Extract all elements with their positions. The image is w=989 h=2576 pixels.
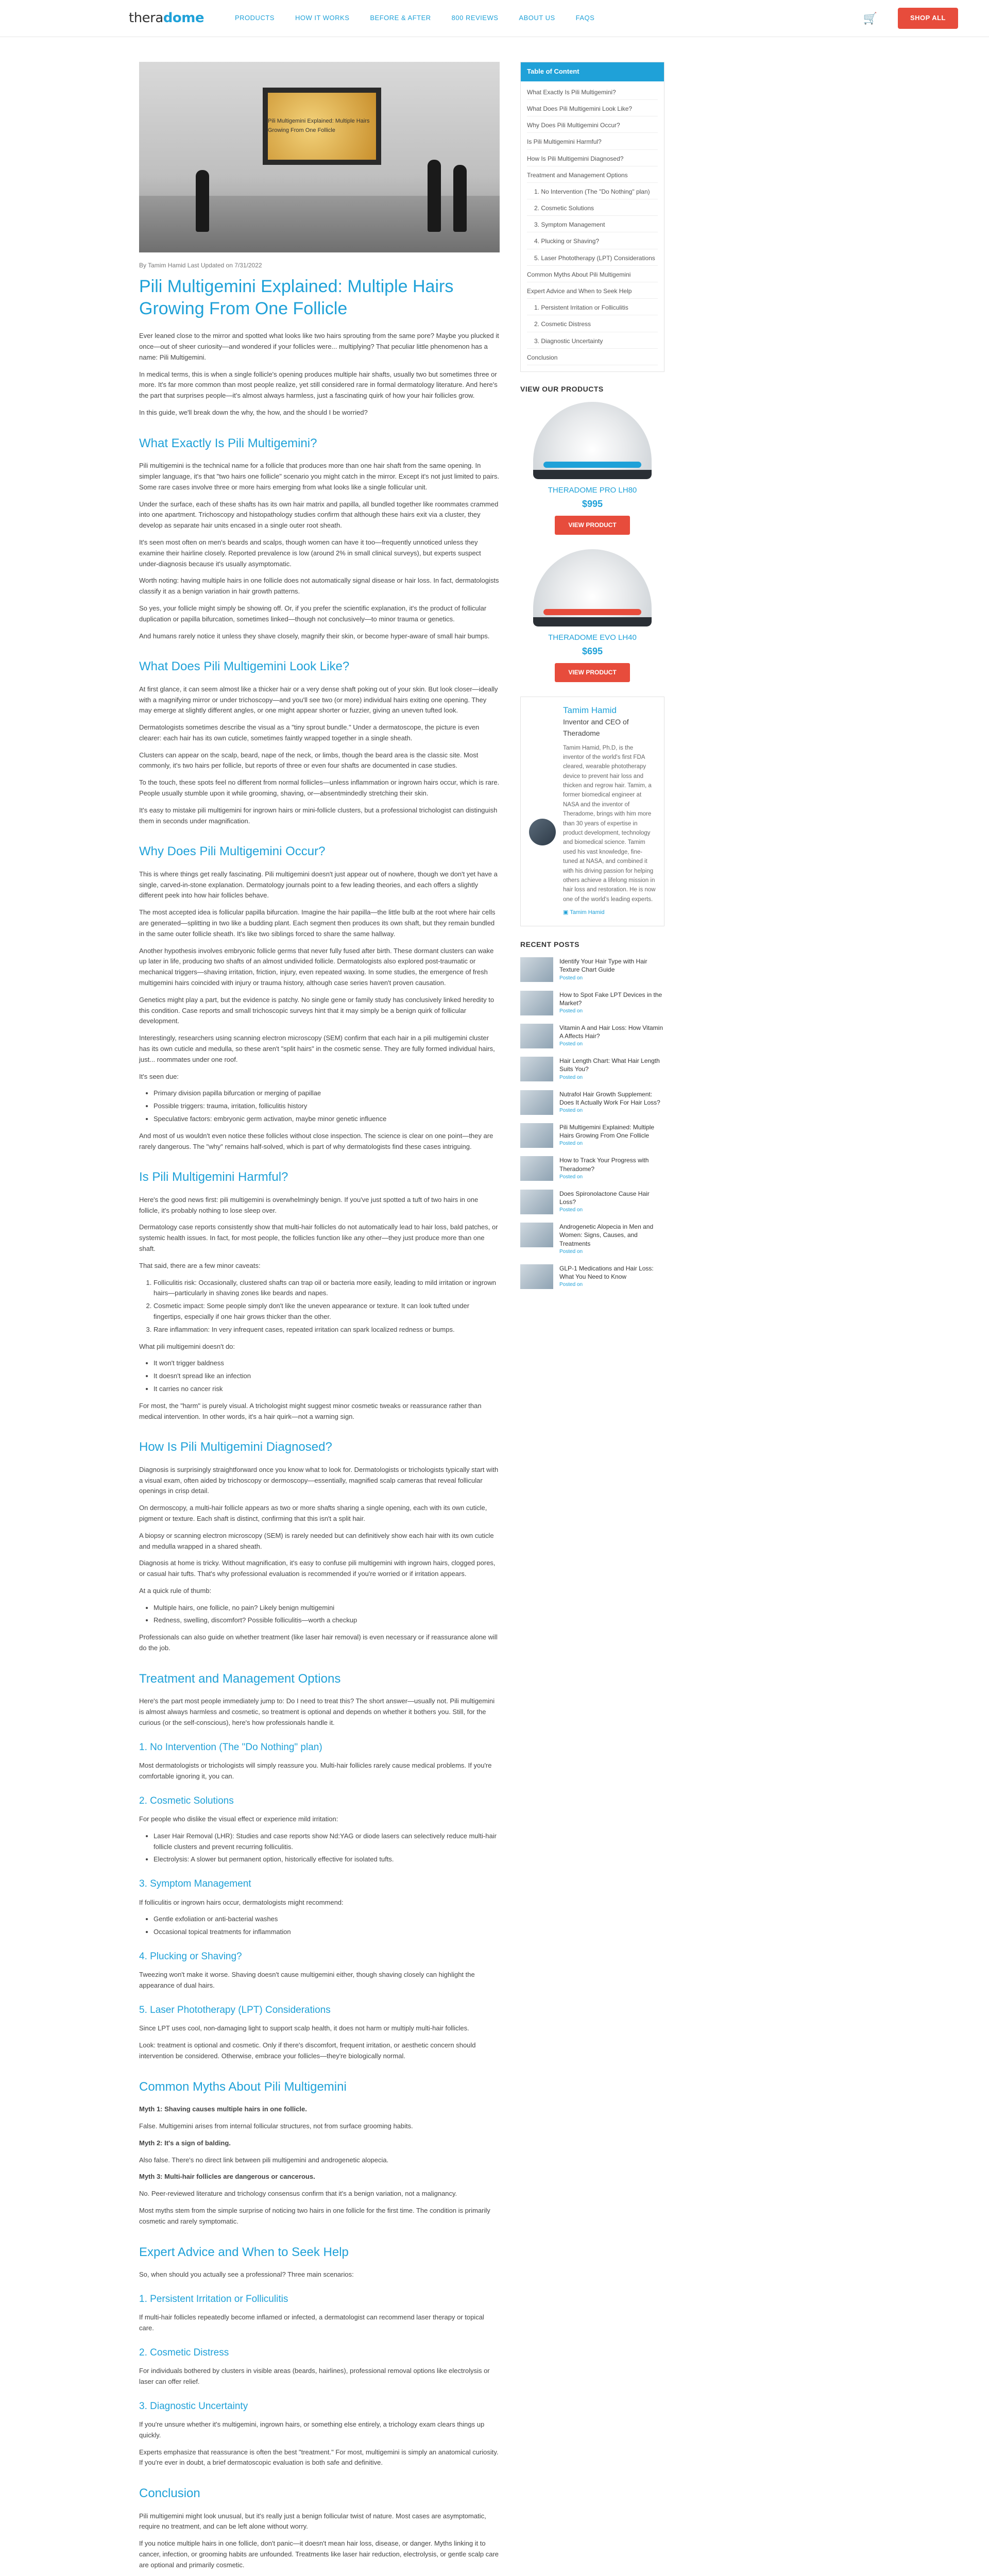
product-name[interactable]: THERADOME EVO LH40 [548, 633, 637, 642]
product-card [520, 549, 664, 682]
paragraph: Professionals can also guide on whether treatment (like laser hair removal) is even necessary or if reassurance alone will do the job. [139, 1633, 498, 1652]
paragraph: Most dermatologists or trichologists will simply reassure you. Multi-hair follicles rarely cause medical problems. If you're comfortable ignoring it, you can. [139, 1761, 492, 1780]
cart-icon[interactable]: 🛒 [863, 11, 877, 25]
nav-about-us[interactable]: ABOUT US [519, 14, 555, 22]
paragraph: Pili multigemini might look unusual, but it's really just a benign follicular twist of nature. Most cases are asymptomatic, require no treatment, and can be left alone without worry. [139, 2512, 486, 2531]
list-item: • Possible triggers: trauma, irritation, folliculitis history [154, 1101, 500, 1112]
paragraph: So yes, your follicle might simply be showing off. Or, if you prefer the scientific explanation, it's the product of follicular duplication or papilla bifurcation, sometimes linked—though not conclusively—to minor trauma or genetics. [139, 604, 487, 623]
subsection-title: 1. No Intervention (The "Do Nothing" plan) [139, 1741, 322, 1753]
section-title: What Does Pili Multigemini Look Like? [139, 659, 350, 674]
list-item: • Occasional topical treatments for inflammation [154, 1927, 500, 1938]
recent-post-date: Posted on [559, 1248, 583, 1255]
recent-post[interactable] [520, 1264, 664, 1289]
recent-post-title[interactable]: Androgenetic Alopecia in Men and Women: Signs, Causes, and Treatments [559, 1223, 654, 1247]
product-price: $995 [582, 499, 603, 510]
paragraph: Tweezing won't make it worse. Shaving doesn't cause multigemini either, though shaving closely can highlight the appearance of dual hairs. [139, 1971, 475, 1990]
paragraph: Most myths stem from the simple surprise of noticing two hairs in one follicle for the first time. The condition is primarily cosmetic and rarely symptomatic. [139, 2206, 490, 2225]
recent-post-date: Posted on [559, 1141, 583, 1147]
paragraph: Worth noting: having multiple hairs in one follicle does not automatically signal disease or hair loss. In fact, dermatologists classify it as a benign variation in hair growth patterns. [139, 577, 499, 596]
recent-post-date: Posted on [559, 1282, 583, 1288]
page-title: Pili Multigemini Explained: Multiple Hairs Growing From One Follicle [139, 277, 454, 318]
recent-post-title[interactable]: How to Spot Fake LPT Devices in the Market? [559, 991, 662, 1007]
paragraph: For most, the "harm" is purely visual. A trichologist might suggest minor cosmetic tweaks or reassurance rather than medical intervention. In other words, it's a hair quirk—not a warning sign. [139, 1401, 482, 1420]
toc-item[interactable]: Expert Advice and When to Seek Help [527, 284, 658, 299]
recent-posts [520, 957, 664, 1289]
nav-before-after[interactable]: BEFORE & AFTER [370, 14, 431, 22]
paragraph: If folliculitis or ingrown hairs occur, dermatologists might recommend: [139, 1898, 344, 1906]
list-item: • Redness, swelling, discomfort? Possible folliculitis—worth a checkup [154, 1615, 500, 1626]
sidebar [520, 62, 664, 2576]
list-intro: It's seen due: [139, 1072, 179, 1080]
paragraph: To the touch, these spots feel no different from normal follicles—unless inflammation or ingrown hairs occur, which is rare. People usually stumble upon it while grooming, shaving, or—absentmindedly stretching their skin. [139, 778, 500, 798]
paragraph: Here's the part most people immediately jump to: Do I need to treat this? The short answer—usually not. Pili multigemini is almost always harmless and cosmetic, so treatment is optional and depends on whether it bothers you. Still, for the curious (or the self-conscious), here's how professionals handle it. [139, 1697, 495, 1726]
myth-question: Myth 2: It's a sign of balding. [139, 2139, 231, 2147]
recent-post-thumbnail[interactable] [520, 1024, 553, 1048]
recent-post[interactable] [520, 957, 664, 982]
shop-all-button[interactable]: SHOP ALL [898, 8, 958, 29]
recent-post-thumbnail[interactable] [520, 1190, 553, 1214]
recent-post-date: Posted on [559, 1207, 583, 1213]
paragraph: If you're unsure whether it's multigemini, ingrown hairs, or something else entirely, a trichology exam clears things up quickly. [139, 2420, 485, 2439]
recent-post-thumbnail[interactable] [520, 1156, 553, 1181]
paragraph: Diagnosis at home is tricky. Without magnification, it's easy to confuse pili multigemini with ingrown hairs, clogged pores, or casual hair tufts. That's why professional evaluation is recommended if you're worried or if irritation appears. [139, 1559, 496, 1578]
hero-painting-text: Pili Multigemini Explained: Multiple Hairs Growing From One Follicle [268, 93, 376, 160]
toc-item[interactable]: Conclusion [527, 351, 658, 365]
paragraph: Look: treatment is optional and cosmetic. Only if there's discomfort, frequent irritation, or aesthetic concern should intervention be considered. Otherwise, embrace your follicles—they're biologically normal. [139, 2041, 476, 2060]
list-item: • Primary division papilla bifurcation or merging of papillae [154, 1088, 500, 1099]
nav-faqs[interactable]: FAQS [575, 14, 595, 22]
author-avatar [529, 819, 556, 845]
paragraph: Diagnosis is surprisingly straightforward once you know what to look for. Dermatologists or trichologists typically start with a visual exam, often aided by trichoscopy or dermoscopy—essentially, magnified scalp cameras that reveal follicular openings in crisp detail. [139, 1465, 499, 1495]
toc-item[interactable]: 5. Laser Phototherapy (LPT) Considerations [527, 251, 658, 266]
paragraph: Another hypothesis involves embryonic follicle germs that never fully fused after birth. These dormant clusters can wake up later in life, producing two shafts of an almost undivided follicle. Dermatologists also explored post-traumatic or mechanical triggers—shaving irritation, friction, injury, even repeated waxing. In some studies, the emergence of fresh multigemini hairs coincided with injury or trauma history, although case series haven't proven causation. [139, 946, 494, 987]
recent-post-title[interactable]: How to Track Your Progress with Theradome? [559, 1157, 649, 1173]
paragraph: It's easy to mistake pili multigemini for ingrown hairs or mini-follicle clusters, but a professional trichologist can distinguish them in seconds under magnification. [139, 806, 498, 825]
paragraph: Ever leaned close to the mirror and spotted what looks like two hairs sprouting from the same pore? Maybe you plucked it once—out of sheer curiosity—and wondered if your follicles were... multiplying? That peculiar little phenomenon has a name: Pili Multigemini. [139, 332, 499, 361]
author-bio: Tamim Hamid, Ph.D, is the inventor of the world's first FDA cleared, wearable phototherapy device to prevent hair loss and thicken and regrow hair. Tamim, a former biomedical engineer at NASA and the inventor of Theradome, brings with him more than 30 years of expertise in product development, technology and biomedical science. Tamim used his vast knowledge, fine-tuned at NASA, and combined it with his driving passion for helping others achieve a lifelong mission in hair loss and restoration. He is now one of the world's leading experts. [563, 744, 656, 903]
toc-item[interactable]: How Is Pili Multigemini Diagnosed? [527, 152, 658, 166]
nav-reviews[interactable]: 800 REVIEWS [451, 14, 499, 22]
gallery-visitor-figure [196, 170, 209, 232]
author-link-label: Tamim Hamid [570, 909, 605, 916]
paragraph: If you notice multiple hairs in one follicle, don't panic—it doesn't mean hair loss, disease, or danger. Myths linking it to cancer, infection, or grooming habits are unfounded. Treatments like laser hair reduction, electrolysis, or gentle scalp care are optional and primarily cosmetic. [139, 2539, 499, 2569]
recent-post-date: Posted on [559, 1041, 583, 1047]
myth-answer: Also false. There's no direct link between pili multigemini and androgenetic alopecia. [139, 2156, 389, 2164]
recent-post-thumbnail[interactable] [520, 1264, 553, 1289]
recent-post-date: Posted on [559, 1008, 583, 1014]
products-title: VIEW OUR PRODUCTS [520, 384, 604, 393]
paragraph: At first glance, it can seem almost like a thicker hair or a very dense shaft poking out of your skin. But look closer—ideally with a magnifying mirror or under trichoscopy—and you'll see two (or more) individual hairs exiting one opening. They may emerge at slightly different angles, or one might appear shorter or fuzzier, giving an uneven tufted look. [139, 685, 498, 715]
section-title: Expert Advice and When to Seek Help [139, 2245, 349, 2259]
paragraph: Here's the good news first: pili multigemini is overwhelmingly benign. If you've just spotted a tuft of two hairs in one follicle, it's probably nothing to lose sleep over. [139, 1195, 479, 1214]
toc-item[interactable]: Why Does Pili Multigemini Occur? [527, 118, 658, 133]
recent-post-title[interactable]: Pili Multigemini Explained: Multiple Hairs Growing From One Follicle [559, 1124, 655, 1140]
toc-item[interactable]: Treatment and Management Options [527, 168, 658, 183]
recent-post[interactable] [520, 1024, 664, 1048]
logo-accent: dome [163, 10, 204, 26]
view-product-button[interactable]: VIEW PRODUCT [555, 663, 629, 682]
section-title: Why Does Pili Multigemini Occur? [139, 844, 326, 859]
list-item: • It doesn't spread like an infection [154, 1371, 500, 1382]
recent-post[interactable] [520, 1123, 664, 1148]
section-title: Treatment and Management Options [139, 1671, 341, 1686]
paragraph: Genetics might play a part, but the evidence is patchy. No single gene or family study has conclusively linked heredity to this condition. Case reports and small trichoscopic surveys hint that it may simply be a benign quirk of follicular development. [139, 995, 494, 1025]
paragraph: And humans rarely notice it unless they shave closely, magnify their skin, or become hyper-aware of small hair bumps. [139, 632, 490, 640]
paragraph: Since LPT uses cool, non-damaging light to support scalp health, it does not harm or multiply multi-hair follicles. [139, 2024, 469, 2032]
paragraph: A biopsy or scanning electron microscopy (SEM) is rarely needed but can definitively show each hair with its own cuticle and medulla wrapped in a shared sheath. [139, 1531, 494, 1550]
subsection-title: 2. Cosmetic Solutions [139, 1795, 234, 1806]
gallery-visitor-figure [428, 160, 441, 232]
list-item: 1. Folliculitis risk: Occasionally, clustered shafts can trap oil or bacteria more easily, leading to mild irritation or ingrown hairs—particularly in shaving zones like beards and napes. [154, 1278, 500, 1299]
paragraph: Dermatologists sometimes describe the visual as a "tiny sprout bundle." Under a dermatoscope, the picture is even clearer: each hair has its own cuticle, sometimes faintly wrapped together in a single sheath. [139, 723, 480, 742]
toc-item[interactable]: 1. No Intervention (The "Do Nothing" plan) [527, 185, 658, 199]
recent-post-date: Posted on [559, 1174, 583, 1180]
section-title: Common Myths About Pili Multigemini [139, 2079, 347, 2094]
recent-post-thumbnail[interactable] [520, 1057, 553, 1081]
paragraph: Under the surface, each of these shafts has its own hair matrix and papilla, all bundled together like roommates crammed into one apartment. Trichoscopy and histopathology studies confirm that although these hairs exit via a cluster, they develop as separate hair units encased in a single outer root sheath. [139, 500, 499, 530]
toc-item[interactable]: 2. Cosmetic Solutions [527, 201, 658, 216]
recent-post-thumbnail[interactable] [520, 1123, 553, 1148]
list-item: • Multiple hairs, one follicle, no pain? Likely benign multigemini [154, 1603, 500, 1614]
table-of-contents [520, 62, 664, 372]
paragraph: In medical terms, this is when a single follicle's opening produces multiple hair shafts, usually two but sometimes three or more. It's far more common than most people realize, yet still considered rare in formal dermatology literature. And here's the part that surprises people—it's almost always harmless, just a fascinating quirk of how your hair follicles grow. [139, 370, 498, 400]
myths-list [139, 2104, 500, 2199]
view-product-button[interactable]: VIEW PRODUCT [555, 516, 629, 535]
list-item: • It carries no cancer risk [154, 1384, 500, 1395]
myth-question: Myth 1: Shaving causes multiple hairs in one follicle. [139, 2105, 307, 2113]
subsection-title: 2. Cosmetic Distress [139, 2347, 229, 2358]
paragraph: Experts emphasize that reassurance is often the best "treatment." For most, multigemini is simply an anatomical curiosity. If you're ever in doubt, a brief dermatoscopic evaluation is both safe and definitive. [139, 2448, 499, 2467]
subsection-title: 4. Plucking or Shaving? [139, 1951, 242, 1962]
subsection-title: 3. Diagnostic Uncertainty [139, 2400, 248, 2412]
toc-item[interactable]: What Exactly Is Pili Multigemini? [527, 86, 658, 100]
author-name: Tamim Hamid [563, 705, 617, 716]
nav-how-it-works[interactable]: HOW IT WORKS [295, 14, 350, 22]
list-item: • Speculative factors: embryonic germ activation, maybe minor genetic influence [154, 1114, 500, 1125]
section-title: How Is Pili Multigemini Diagnosed? [139, 1440, 332, 1454]
paragraph: Dermatology case reports consistently show that multi-hair follicles do not automatically lead to hair loss, bald patches, or systemic health issues. In fact, for most people, the follicles function like any other—they just produce more than one shaft. [139, 1223, 498, 1252]
subsection-title: 1. Persistent Irritation or Folliculitis [139, 2293, 288, 2304]
recent-post[interactable] [520, 1223, 664, 1256]
linkedin-icon: ▣ [563, 909, 570, 916]
section-title: What Exactly Is Pili Multigemini? [139, 436, 317, 450]
list-item: • Laser Hair Removal (LHR): Studies and case reports show Nd:YAG or diode lasers can selectively reduce multi-hair follicle clusters and prevent recurring folliculitis. [154, 1831, 500, 1853]
toc-title: Table of Content [521, 62, 664, 81]
paragraph: If multi-hair follicles repeatedly become inflamed or infected, a dermatologist can recommend laser therapy or topical care. [139, 2313, 484, 2332]
hero-image [139, 62, 500, 252]
article-meta: By Tamim Hamid Last Updated on 7/31/2022 [139, 262, 262, 269]
section-title: Conclusion [139, 2486, 200, 2501]
paragraph: Pili multigemini is the technical name for a follicle that produces more than one hair shaft from the same opening. In simpler language, it's that "two hairs one follicle" scenario you might catch in the mirror. Except it's not just limited to pairs. Some rare cases involve three or more hairs emerging from what looks like a single follicular unit. [139, 462, 500, 491]
recent-post[interactable] [520, 991, 664, 1015]
myth-answer: False. Multigemini arises from internal follicular structures, not from surface grooming habits. [139, 2122, 413, 2130]
recent-post-thumbnail[interactable] [520, 1223, 553, 1247]
recent-post-title[interactable]: GLP-1 Medications and Hair Loss: What You Need to Know [559, 1264, 654, 1280]
paragraph: It's seen most often on men's beards and scalps, though women can have it too—frequently unnoticed unless they examine their hairline closely. Reported prevalence is low (around 2% in small clinical surveys), but experts suspect under-diagnosis because it's usually asymptomatic. [139, 538, 481, 568]
product-name[interactable]: THERADOME PRO LH80 [548, 486, 637, 495]
main-nav [235, 13, 863, 24]
recent-posts-title: RECENT POSTS [520, 940, 579, 948]
paragraph: This is where things get really fascinating. Pili multigemini doesn't just appear out of nowhere, though we don't yet have a single, carved-in-stone explanation. Dermatology journals point to a few leading theories, and each offers a slightly different peek into how hair follicles behave. [139, 870, 498, 900]
myth-answer: No. Peer-reviewed literature and trichology consensus confirm that it's a benign variation, not a malignancy. [139, 2190, 457, 2198]
paragraph: The most accepted idea is follicular papilla bifurcation. Imagine the hair papilla—the little bulb at the root where hair cells are generated—splitting in two like a budding plant. Each segment then produces its own shaft, but they remain bundled in the same outer follicle sheath. It's like two siblings forced to share the same hallway. [139, 908, 496, 938]
recent-post-date: Posted on [559, 1074, 583, 1080]
toc-item[interactable]: 2. Cosmetic Distress [527, 317, 658, 332]
list-intro: At a quick rule of thumb: [139, 1586, 212, 1595]
product-card [520, 402, 664, 535]
paragraph: For individuals bothered by clusters in visible areas (beards, hairlines), professional removal options like electrolysis or laser can offer relief. [139, 2367, 490, 2385]
toc-item[interactable]: Common Myths About Pili Multigemini [527, 268, 658, 282]
toc-item[interactable]: 4. Plucking or Shaving? [527, 234, 658, 249]
toc-item[interactable]: What Does Pili Multigemini Look Like? [527, 102, 658, 116]
recent-post-thumbnail[interactable] [520, 1090, 553, 1115]
list-item: • Electrolysis: A slower but permanent option, historically effective for isolated tufts. [154, 1854, 500, 1865]
gallery-visitor-figure [453, 165, 467, 232]
paragraph: In this guide, we'll break down the why, the how, and the should I be worried? [139, 408, 368, 416]
author-link[interactable] [563, 908, 656, 918]
recent-post-date: Posted on [559, 975, 583, 981]
list-intro: That said, there are a few minor caveats: [139, 1261, 261, 1269]
subsection-title: 3. Symptom Management [139, 1878, 251, 1890]
theradome-logo[interactable] [129, 8, 204, 29]
recent-post[interactable] [520, 1156, 664, 1181]
author-box [520, 697, 664, 926]
toc-item[interactable]: Is Pili Multigemini Harmful? [527, 135, 658, 149]
recent-post-thumbnail[interactable] [520, 957, 553, 982]
recent-post-title[interactable]: Does Spironolactone Cause Hair Loss? [559, 1190, 650, 1206]
list-item: 2. Cosmetic impact: Some people simply don't like the uneven appearance or texture. It can look tufted under fingertips, especially if one hair grows thicker than the other. [154, 1301, 500, 1323]
toc-item[interactable]: 1. Persistent Irritation or Folliculitis [527, 301, 658, 315]
recent-post[interactable] [520, 1190, 664, 1214]
recent-post-date: Posted on [559, 1108, 583, 1114]
recent-post[interactable] [520, 1057, 664, 1081]
paragraph: So, when should you actually see a professional? Three main scenarios: [139, 2270, 354, 2278]
paragraph: For people who dislike the visual effect or experience mild irritation: [139, 1815, 338, 1823]
recent-post-title[interactable]: Hair Length Chart: What Hair Length Suits You? [559, 1057, 660, 1073]
theradome-pro-helmet-image[interactable] [533, 402, 652, 479]
paragraph: On dermoscopy, a multi-hair follicle appears as two or more shafts sharing a single opening, each with its own cuticle, pigment or texture. Each shaft is distinct, confirming that this isn't a split hair. [139, 1504, 487, 1522]
intro [139, 331, 500, 418]
list-item: 3. Rare inflammation: In very infrequent cases, repeated irritation can spark localized redness or bumps. [154, 1325, 500, 1335]
subsection-title: 5. Laser Phototherapy (LPT) Considerations [139, 2004, 331, 2015]
article [139, 62, 500, 2576]
recent-post-title[interactable]: Nutrafol Hair Growth Supplement: Does It Actually Work For Hair Loss? [559, 1090, 660, 1106]
recent-post-title[interactable]: Identify Your Hair Type with Hair Texture Chart Guide [559, 958, 647, 974]
recent-post-thumbnail[interactable] [520, 991, 553, 1015]
paragraph: Clusters can appear on the scalp, beard, nape of the neck, or limbs, though the beard area is the classic site. Most commonly, it's two hairs per follicle, but reports of three or even four shafts are documented in case studies. [139, 751, 479, 770]
author-role: Inventor and CEO of Theradome [563, 717, 629, 738]
logo-main: thera [129, 10, 163, 26]
nav-products[interactable]: PRODUCTS [235, 14, 275, 22]
list-intro: What pili multigemini doesn't do: [139, 1342, 235, 1350]
section-title: Is Pili Multigemini Harmful? [139, 1170, 288, 1184]
paragraph: Interestingly, researchers using scanning electron microscopy (SEM) confirm that each hair in a pili multigemini cluster has its own cuticle and medulla, so these aren't "split hairs" in the cosmetic sense. They are fully formed individual hairs, just... roommates under one roof. [139, 1034, 495, 1063]
toc-item[interactable]: 3. Diagnostic Uncertainty [527, 334, 658, 349]
list-item: • It won't trigger baldness [154, 1358, 500, 1369]
site-header [0, 0, 989, 37]
paragraph: And most of us wouldn't even notice these follicles without close inspection. The science is clear on one point—they are rarely dangerous. The "why" remains half-solved, which is part of why dermatologists find these cases intriguing. [139, 1131, 493, 1150]
list-item: • Gentle exfoliation or anti-bacterial washes [154, 1914, 500, 1925]
toc-item[interactable]: 3. Symptom Management [527, 218, 658, 232]
recent-post-title[interactable]: Vitamin A and Hair Loss: How Vitamin A Affects Hair? [559, 1024, 663, 1040]
myth-question: Myth 3: Multi-hair follicles are dangerous or cancerous. [139, 2173, 315, 2181]
product-price: $695 [582, 646, 603, 657]
recent-post[interactable] [520, 1090, 664, 1115]
theradome-evo-helmet-image[interactable] [533, 549, 652, 626]
